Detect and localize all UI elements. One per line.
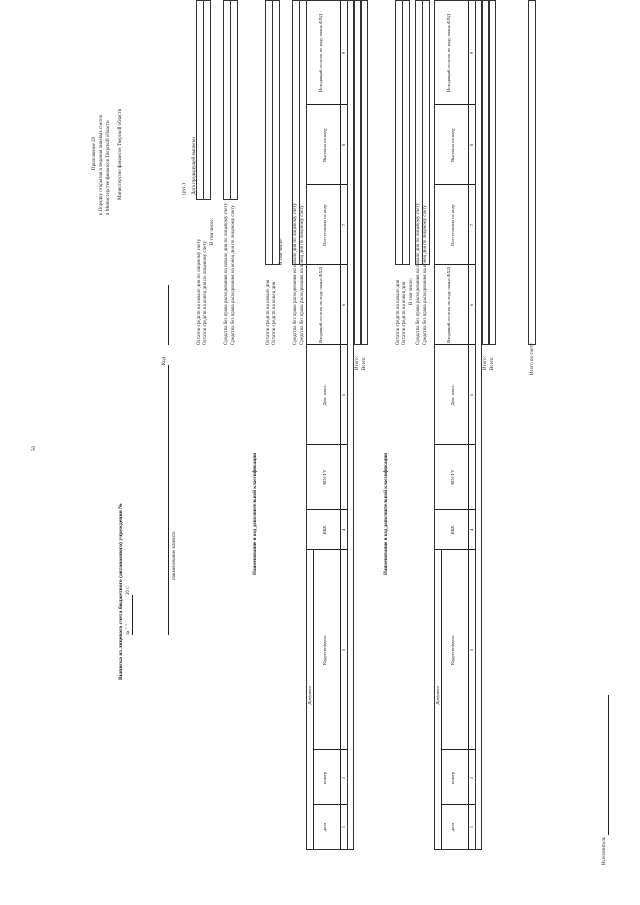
t1-h-number: номер (322, 772, 327, 784)
t2-grand-total-row (489, 0, 496, 345)
t2-n7: 7 (469, 223, 474, 227)
balance1-box2 (203, 0, 211, 200)
t1-h-kbk: КБК (322, 525, 327, 535)
s2-balance-row1: Остаток средств на начало дня (396, 279, 401, 345)
t1-n9: 9 (341, 51, 346, 55)
s1-balance-row4: Средства без права расходования на начало дня по лицевому счету (293, 202, 298, 345)
t2-n6: 6 (469, 303, 474, 307)
institution-caption: наименование клиента (172, 531, 177, 580)
t2-col-div4 (434, 509, 476, 510)
t1-n5: 5 (341, 393, 346, 397)
t1-n8: 8 (341, 143, 346, 147)
t1-h-extra: Доп. класс (322, 384, 327, 406)
appendix-line2: к Порядку открытия и ведения лицевых счетов (99, 114, 104, 215)
t2-n5: 5 (469, 393, 474, 397)
t1-n6: 6 (341, 303, 346, 307)
t2-h-corr: Корреспондент (450, 635, 455, 665)
s2-balance-box5 (422, 0, 430, 265)
t2-h-kbk: КБК (450, 525, 455, 535)
executor-line (608, 695, 609, 835)
institution-line (168, 365, 169, 635)
t2-n1: 1 (469, 825, 474, 829)
section1-title: Наименование и код дополнительной классификации (253, 452, 258, 575)
table1-doc-group: Документ (307, 685, 312, 705)
s1-balance-row2: Остаток средств на конец дня (272, 281, 277, 345)
t2-n9: 9 (469, 51, 474, 55)
t2-grand-total-label: Всего: (490, 356, 495, 370)
t1-total-row (354, 0, 361, 345)
t2-h-in: Входящий остаток по коду плана ФХД (446, 267, 451, 343)
date-line (132, 595, 133, 635)
t1-h-payments: Выплаты по коду (322, 128, 327, 162)
t2-h-out: Исходящий остаток по коду плана ФХД (446, 13, 451, 93)
t2-h-number: номер (450, 772, 455, 784)
balance1-row2: Остаток средств на конец дня по лицевому счету (203, 241, 208, 345)
statement-title: Выписка из лицевого счета бюджетного (автономного) учреждения № (118, 503, 124, 680)
balance1-row1: Остаток средств на начало дня по лицевому счету (197, 238, 202, 345)
s1-balance-row5: Средства без права расходования на конец дня по лицевому счету (300, 205, 305, 345)
t2-n4: 4 (469, 528, 474, 532)
s2-balance-row4: Средства без права расходования на начало дня по лицевому счету (416, 202, 421, 345)
t1-n2: 2 (341, 776, 346, 780)
s2-balance-box2 (402, 0, 410, 265)
t2-col-div9 (434, 104, 476, 105)
executor-label: Исполнитель (602, 837, 607, 865)
t1-col-div9 (306, 104, 348, 105)
t2-n2: 2 (469, 776, 474, 780)
code-label: Код (162, 357, 167, 365)
section2-title: Наименование и код дополнительной классификации (384, 452, 389, 575)
t1-col-div3 (306, 549, 348, 550)
t1-h-receipts: Поступления по коду (322, 204, 327, 246)
t2-data-row (475, 0, 482, 850)
t1-h-date: дата (322, 822, 327, 832)
t1-col-div2 (313, 749, 348, 750)
balance1-row3: В том числе: (210, 217, 215, 245)
year-suffix: 20 г. (126, 586, 131, 595)
t2-col-div1 (441, 804, 476, 805)
t1-col-div4 (306, 509, 348, 510)
ministry-name: Министерство финансов Тверской области (118, 108, 123, 200)
t2-col-div7 (434, 264, 476, 265)
t2-h-receipts: Поступления по коду (450, 204, 455, 246)
t1-h-in: Входящий остаток по коду плана ФХД (318, 267, 323, 343)
t2-h-date: дата (450, 822, 455, 832)
t2-h-extra: Доп. класс (450, 384, 455, 406)
t1-n3: 3 (341, 648, 346, 652)
prev-date-label: Дата предыдущей выписки (192, 137, 197, 195)
t2-col-div5 (434, 444, 476, 445)
t1-col-div1 (313, 804, 348, 805)
t2-n3: 3 (469, 648, 474, 652)
appendix-line3: в Министерстве финансов Тверской области (106, 120, 111, 215)
t2-col-div8 (434, 184, 476, 185)
t1-total-label: Итого: (355, 355, 360, 370)
balance1-row4: Средства без права расходования на начало дня по лицевому счету (224, 202, 229, 345)
form-code: (рус.) (182, 183, 187, 195)
t2-total-label: Итого: (483, 355, 488, 370)
t1-h-corr: Корреспондент (322, 635, 327, 665)
t2-total-row (482, 0, 489, 345)
page-number: 50 (32, 446, 37, 451)
t1-col-div6 (306, 344, 348, 345)
date-prefix: за " " (126, 624, 131, 635)
t1-n7: 7 (341, 223, 346, 227)
account-total-label: Итого по счету (530, 343, 535, 375)
balance1-box5 (230, 0, 238, 200)
t1-n1: 1 (341, 825, 346, 829)
s1-balance-row3: В том числе: (279, 237, 284, 265)
t1-h-kosgu: КОСГУ (322, 469, 327, 485)
t2-col-div6 (434, 344, 476, 345)
s1-balance-box2 (272, 0, 280, 265)
s2-balance-row5: Средства без права расходования на конец дня по лицевому счету (423, 205, 428, 345)
t2-h-payments: Выплаты по коду (450, 128, 455, 162)
t2-n8: 8 (469, 143, 474, 147)
balance1-row5: Средства без права расходования на конец дня по лицевому счету (231, 205, 236, 345)
t1-n4: 4 (341, 528, 346, 532)
appendix-line1: Приложение 20 (92, 136, 97, 170)
account-total-box (528, 0, 536, 345)
t1-col-div8 (306, 184, 348, 185)
t1-data-row (347, 0, 354, 850)
table2-doc-underline (441, 550, 442, 850)
s2-balance-row3: В том числе: (409, 277, 414, 305)
table1-doc-underline (313, 550, 314, 850)
t2-col-div2 (441, 749, 476, 750)
s1-balance-row1: Остаток средств на начало дня (266, 279, 271, 345)
s2-balance-row2: Остаток средств на конец дня (402, 281, 407, 345)
t1-grand-total-row (361, 0, 368, 345)
t1-h-out: Исходящий остаток по коду плана ФХД (318, 13, 323, 93)
t1-col-div7 (306, 264, 348, 265)
t1-col-div5 (306, 444, 348, 445)
code-line (168, 285, 169, 345)
table2-doc-group: Документ (435, 685, 440, 705)
t2-col-div3 (434, 549, 476, 550)
t2-h-kosgu: КОСГУ (450, 469, 455, 485)
t1-grand-total-label: Всего: (362, 356, 367, 370)
